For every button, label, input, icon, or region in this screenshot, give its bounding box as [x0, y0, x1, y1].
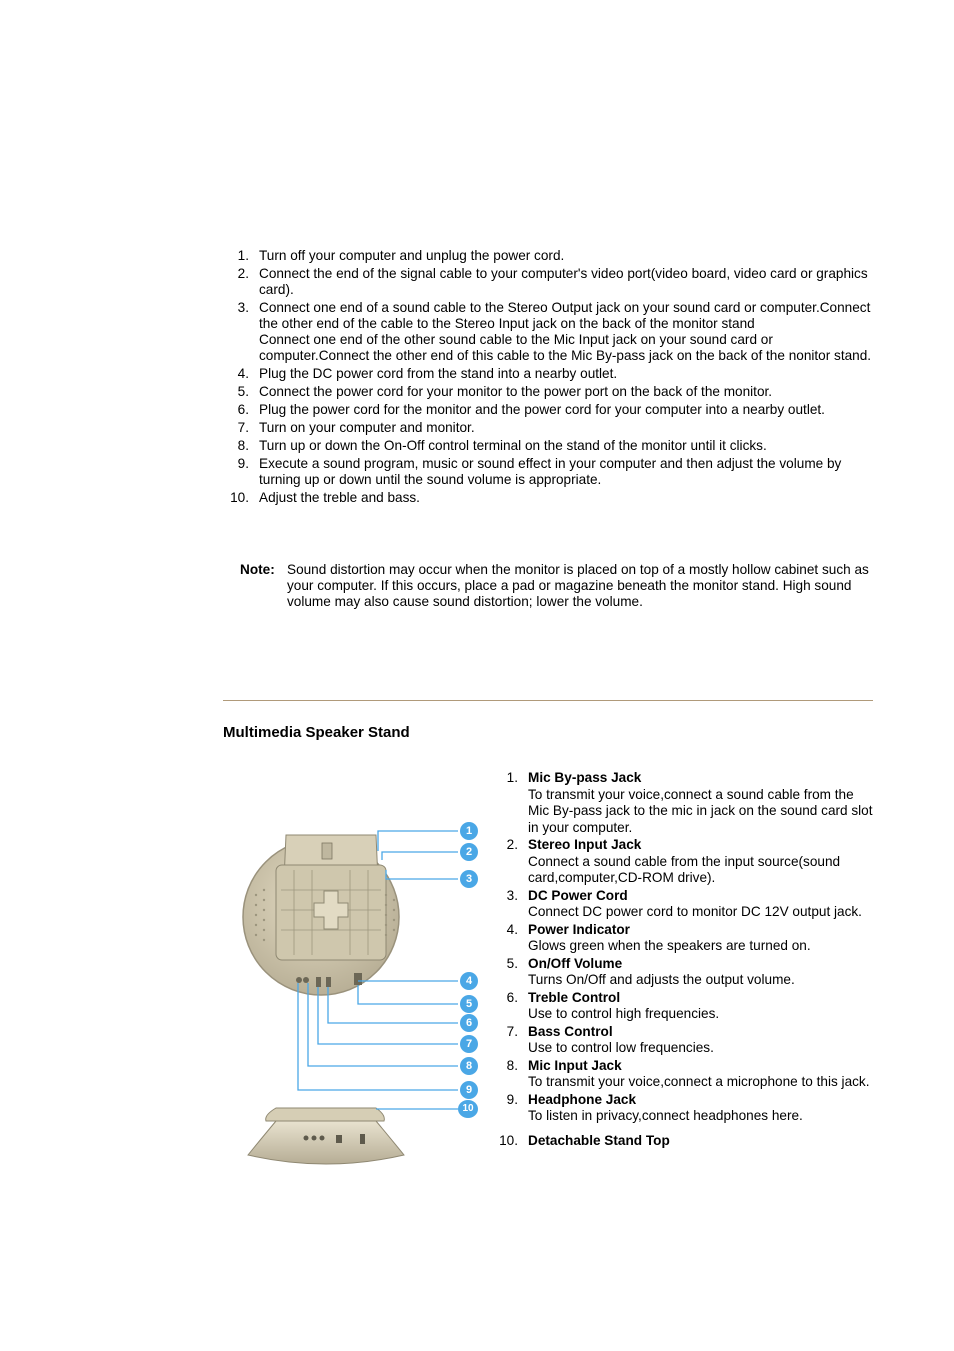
callout-7: 7 [460, 1035, 478, 1053]
step-item: 3. Connect one end of a sound cable to the Stereo Output jack on your sound card or computer.Connect the other end of the cable to the Stereo Input jack on the back of the monitor stand Connect one end of the other sound cable to the Mic Input jack on your sound card or computer.Connect the other end of this cable to the Mic By-pass jack on the back of the nonitor stand. [237, 300, 872, 363]
part-item: 6. Treble Control Use to control high frequencies. [506, 989, 720, 1021]
note-text: Sound distortion may occur when the monitor is placed on top of a mostly hollow cabinet such as your computer. If this occurs, place a pad or magazine beneath the monitor stand. High sound volume may also cause sound distortion; lower the volume. [287, 562, 869, 609]
section-divider [223, 700, 873, 701]
installation-steps [222, 248, 872, 508]
callout-5: 5 [460, 995, 478, 1013]
base-pedestal [248, 1121, 404, 1164]
step-item: 9. Execute a sound program, music or sound effect in your computer and then adjust the volume by turning up or down until the sound volume is appropriate. [237, 456, 842, 487]
part-item: 7. Bass Control Use to control low frequencies. [506, 1023, 714, 1055]
speaker-stand-diagram [236, 815, 486, 1175]
part-item: 4. Power Indicator Glows green when the speakers are turned on. [506, 921, 811, 953]
step-item: 6. Plug the power cord for the monitor and the power cord for your computer into a nearby outlet. [237, 402, 825, 417]
part-item: 5. On/Off Volume Turns On/Off and adjusts the output volume. [506, 955, 795, 987]
step-item: 7. Turn on your computer and monitor. [237, 420, 475, 435]
callout-1: 1 [460, 822, 478, 840]
callout-8: 8 [460, 1057, 478, 1075]
callout-3: 3 [460, 870, 478, 888]
step-item: 1. Turn off your computer and unplug the power cord. [237, 248, 565, 263]
part-item: 8. Mic Input Jack To transmit your voice,connect a microphone to this jack. [506, 1057, 870, 1089]
part-item: 2. Stereo Input Jack Connect a sound cable from the input source(sound card,computer,CD-ROM drive). [506, 837, 841, 885]
part-item: 1. Mic By-pass Jack To transmit your voice,connect a sound cable from the Mic By-pass jack to the mic in jack on the sound card slot in your computer. [506, 770, 873, 835]
callout-4: 4 [460, 972, 478, 990]
callout-9: 9 [460, 1081, 478, 1099]
callout-6: 6 [460, 1014, 478, 1032]
speaker-stand-illustration [236, 815, 486, 1175]
step-item: 5. Connect the power cord for your monitor to the power port on the back of the monitor. [237, 384, 773, 399]
step-item: 10. Adjust the treble and bass. [230, 490, 420, 505]
part-item: 9. Headphone Jack To listen in privacy,connect headphones here. [506, 1091, 803, 1123]
note-block [240, 562, 880, 610]
step-item: 4. Plug the DC power cord from the stand into a nearby outlet. [237, 366, 618, 381]
part-item: 3. DC Power Cord Connect DC power cord to monitor DC 12V output jack. [506, 887, 862, 919]
parts-list [497, 770, 877, 1150]
step-item: 8. Turn up or down the On-Off control terminal on the stand of the monitor until it clicks. [237, 438, 767, 453]
detachable-base [266, 1108, 385, 1121]
part-item: 10. Detachable Stand Top [499, 1132, 670, 1148]
section-title: Multimedia Speaker Stand [223, 724, 410, 741]
step-item: 2. Connect the end of the signal cable to your computer's video port(video board, video card or graphics card). [237, 266, 868, 297]
note-label: Note: [240, 562, 275, 577]
callout-10: 10 [458, 1100, 478, 1118]
callout-2: 2 [460, 843, 478, 861]
